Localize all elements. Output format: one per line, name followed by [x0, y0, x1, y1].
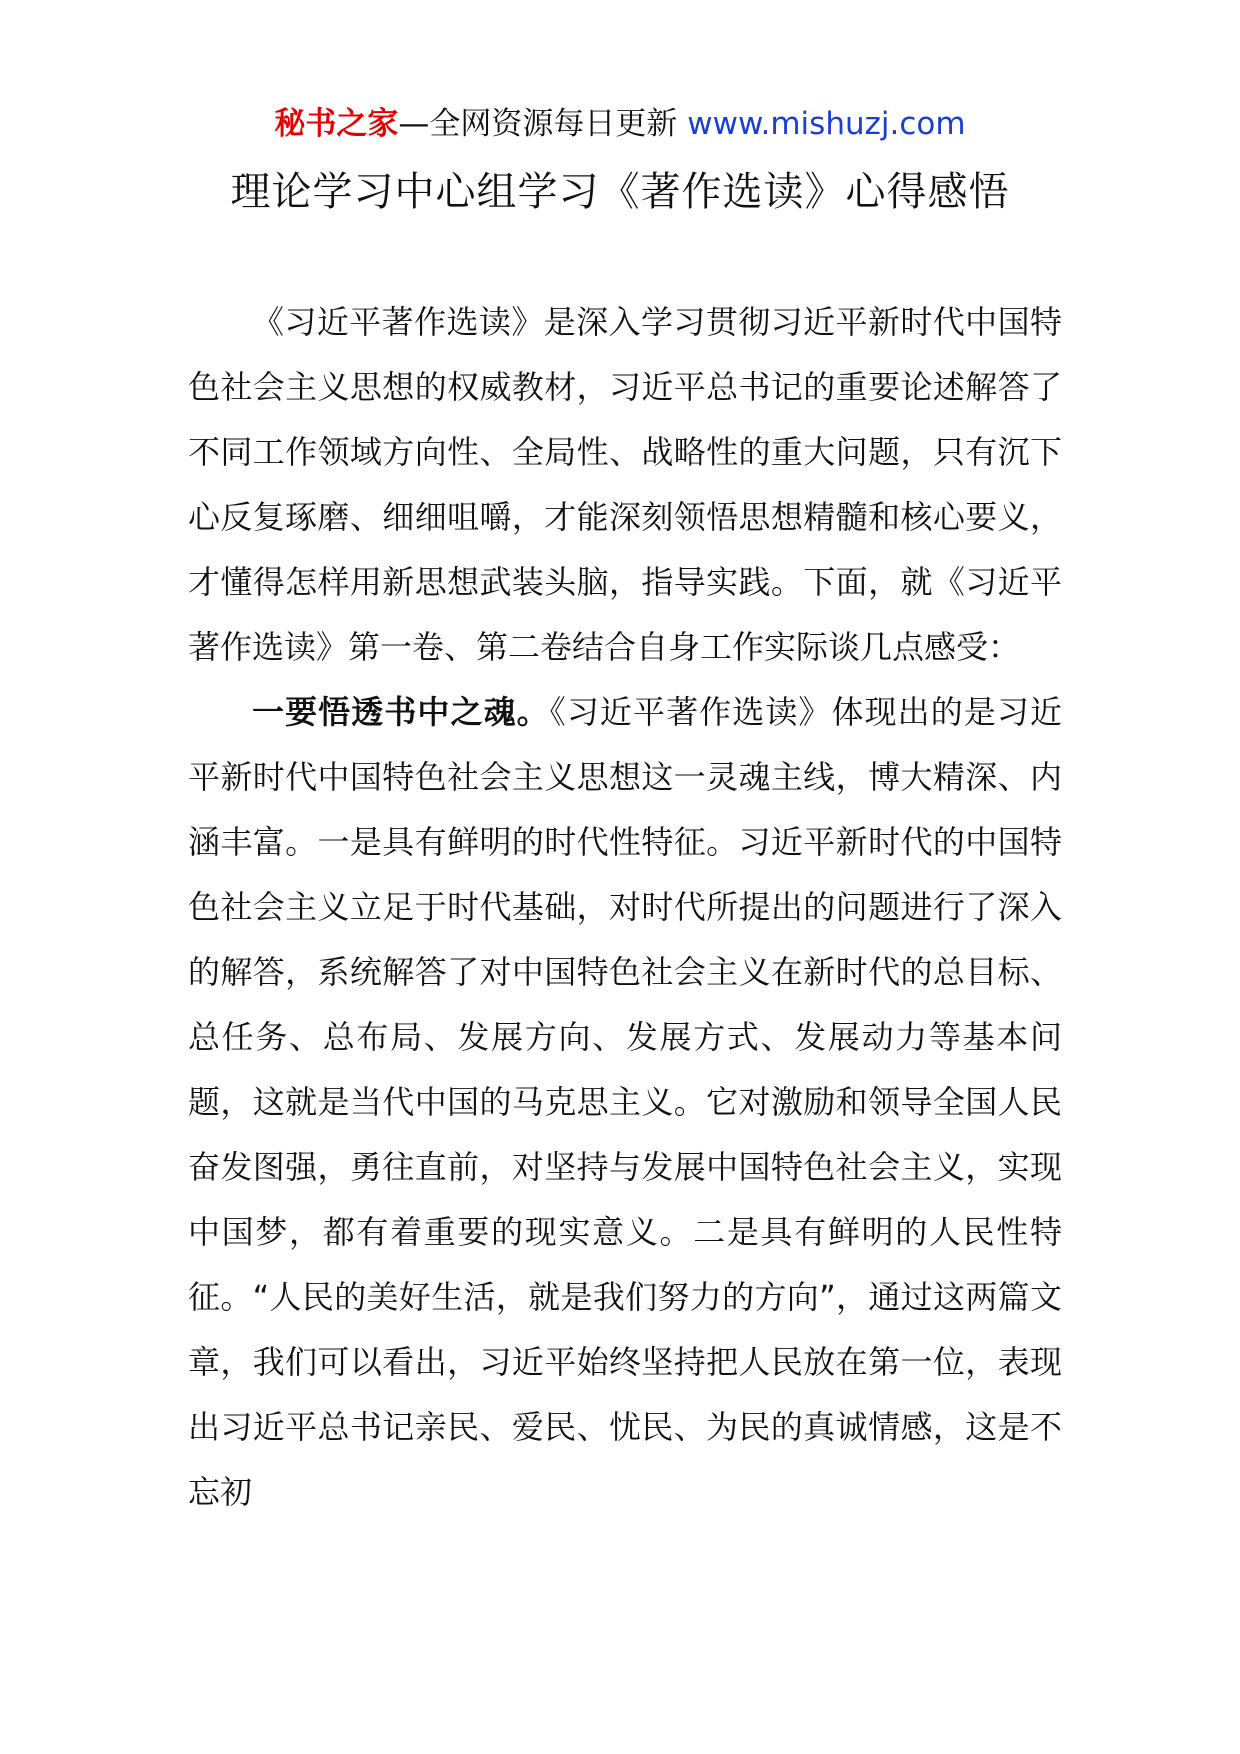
paragraph-intro — [188, 290, 1062, 680]
brand-name: 秘书之家 — [274, 106, 399, 142]
document-body — [188, 290, 1062, 1525]
paragraph-point-one — [188, 680, 1062, 1525]
document-title: 理论学习中心组学习《著作选读》心得感悟 — [230, 169, 1010, 215]
header-tagline: —全网资源每日更新 — [398, 106, 688, 142]
paragraph-text: 《习近平著作选读》体现出的是习近平新时代中国特色社会主义思想这一灵魂主线，博大精深、内涵丰富。一是具有鲜明的时代性特征。习近平新时代的中国特色社会主义立足于时代基础，对时代所提出的问题进行了深入的解答，系统解答了对中国特色社会主义在新时代的总目标、总任务、总布局、发展方向、发展方式、发展动力等基本问题，这就是当代中国的马克思主义。它对激励和领导全国人民奋发图强，勇往直前，对坚持与发展中国特色社会主义，实现中国梦，都有着重要的现实意义。二是具有鲜明的人民性特征。“人民的美好生活，就是我们努力的方向”，通过这两篇文章，我们可以看出，习近平始终坚持把人民放在第一位，表现出习近平总书记亲民、爱民、忧民、为民的真诚情感，这是不忘初 — [188, 693, 1062, 1511]
paragraph-lead: 一要悟透书中之魂。 — [252, 693, 550, 731]
site-header — [0, 104, 1240, 144]
paragraph-text: 《习近平著作选读》是深入学习贯彻习近平新时代中国特色社会主义思想的权威教材，习近平总书记的重要论述解答了不同工作领域方向性、全局性、战略性的重大问题，只有沉下心反复琢磨、细细咀嚼，才能深刻领悟思想精髓和核心要义，才懂得怎样用新思想武装头脑，指导实践。下面，就《习近平著作选读》第一卷、第二卷结合自身工作实际谈几点感受： — [188, 303, 1062, 666]
site-url-link[interactable]: www.mishuzj.com — [687, 106, 966, 142]
